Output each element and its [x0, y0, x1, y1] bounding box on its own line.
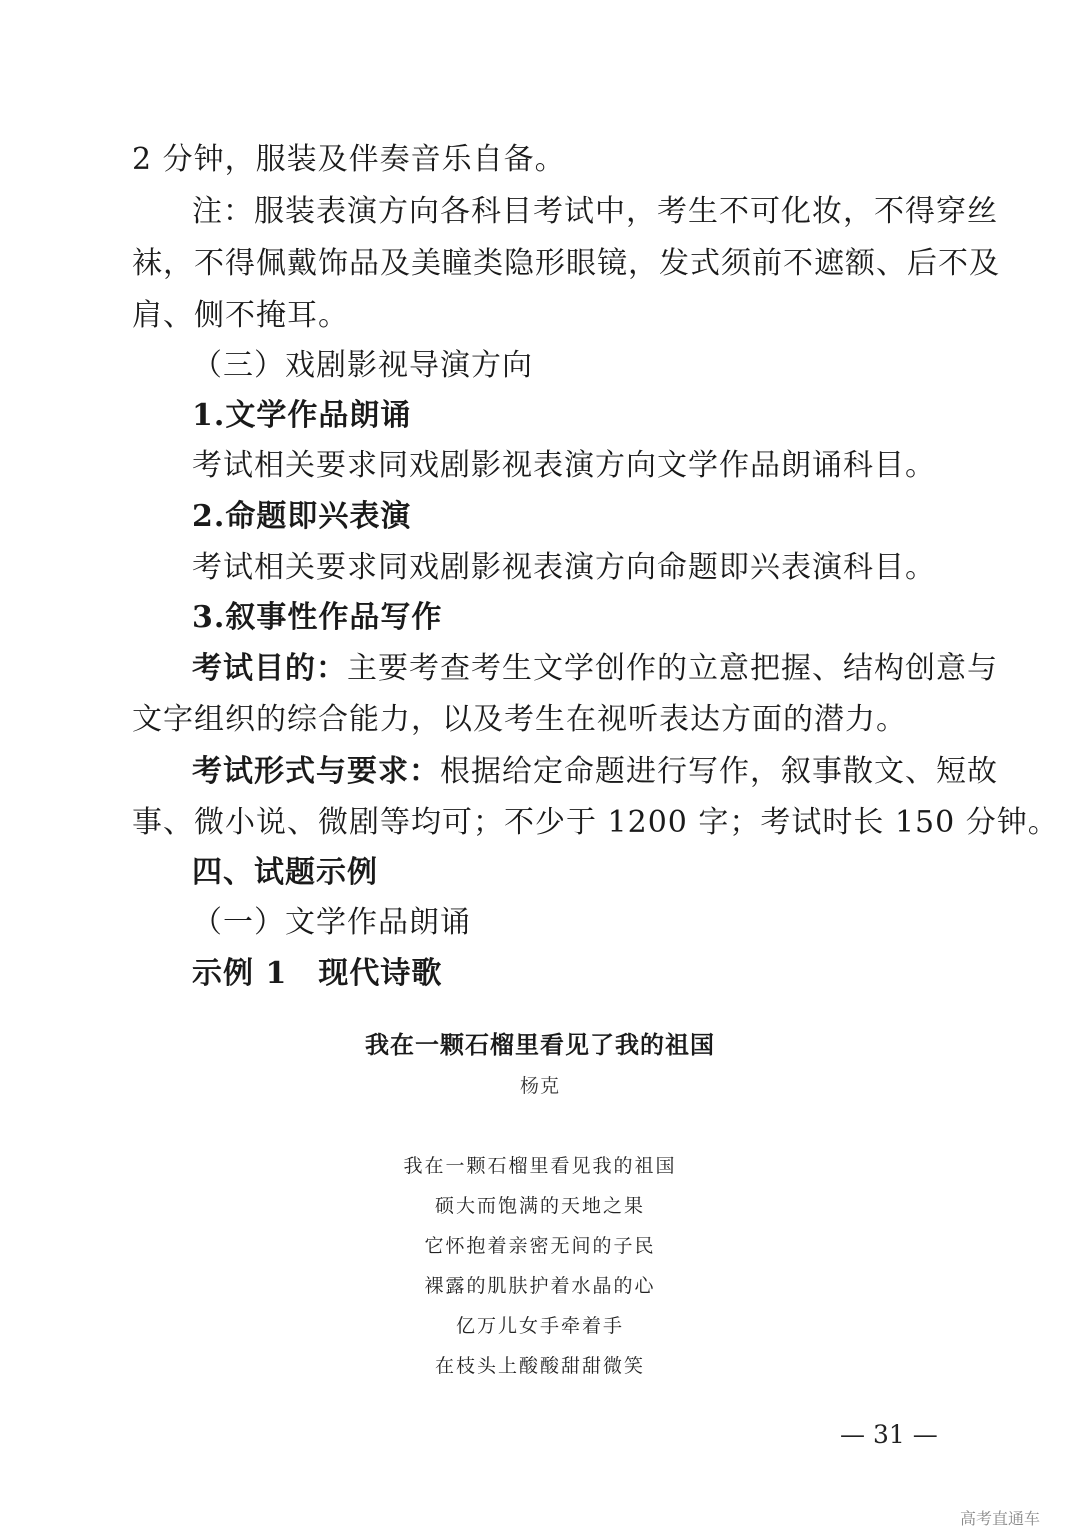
text-line: 肩、侧不掩耳。	[132, 298, 349, 333]
poem-verse: 硕大而饱满的天地之果	[434, 1195, 645, 1217]
poem-verse: 它怀抱着亲密无间的子民	[424, 1235, 656, 1257]
text-line: 注：服装表演方向各科目考试中，考生不可化妆，不得穿丝	[192, 194, 998, 229]
text-line	[192, 649, 998, 689]
page-number: — 31 —	[840, 1420, 938, 1449]
poem-verse: 裸露的肌肤护着水晶的心	[424, 1275, 656, 1297]
exam-purpose-text: 主要考查考生文学创作的立意把握、结构创意与	[347, 651, 998, 686]
poem-verse: 我在一颗石榴里看见我的祖国	[403, 1155, 677, 1177]
text-line: 事、微小说、微剧等均可；不少于 1200 字；考试时长 150 分钟。	[132, 805, 1059, 840]
watermark: 高考直通车	[960, 1509, 1041, 1528]
subsection-heading: 1.文学作品朗诵	[192, 398, 412, 433]
exam-format-text: 根据给定命题进行写作，叙事散文、短故	[440, 754, 998, 789]
poem-verse: 在枝头上酸酸甜甜微笑	[434, 1355, 645, 1377]
text-line: 袜，不得佩戴饰品及美瞳类隐形眼镜，发式须前不遮额、后不及	[132, 246, 1000, 281]
subsection-heading: 2.命题即兴表演	[192, 499, 412, 534]
label-exam-purpose: 考试目的：	[192, 651, 347, 686]
text-line: 文字组织的综合能力，以及考生在视听表达方面的潜力。	[132, 702, 907, 737]
text-line: 考试相关要求同戏剧影视表演方向文学作品朗诵科目。	[192, 448, 936, 483]
example-heading: 示例 1 现代诗歌	[192, 956, 443, 991]
poem-author: 杨克	[519, 1075, 560, 1097]
poem-title: 我在一颗石榴里看见了我的祖国	[365, 1030, 715, 1059]
chapter-heading: 四、试题示例	[192, 855, 378, 890]
label-exam-format: 考试形式与要求：	[192, 754, 440, 789]
text-line	[192, 752, 998, 792]
text-line: 2 分钟，服装及伴奏音乐自备。	[132, 142, 566, 177]
poem-verse: 亿万儿女手牵着手	[455, 1315, 624, 1337]
section-heading: （一）文学作品朗诵	[192, 905, 471, 940]
subsection-heading: 3.叙事性作品写作	[192, 600, 443, 635]
section-heading: （三）戏剧影视导演方向	[192, 348, 533, 383]
text-line: 考试相关要求同戏剧影视表演方向命题即兴表演科目。	[192, 550, 936, 585]
